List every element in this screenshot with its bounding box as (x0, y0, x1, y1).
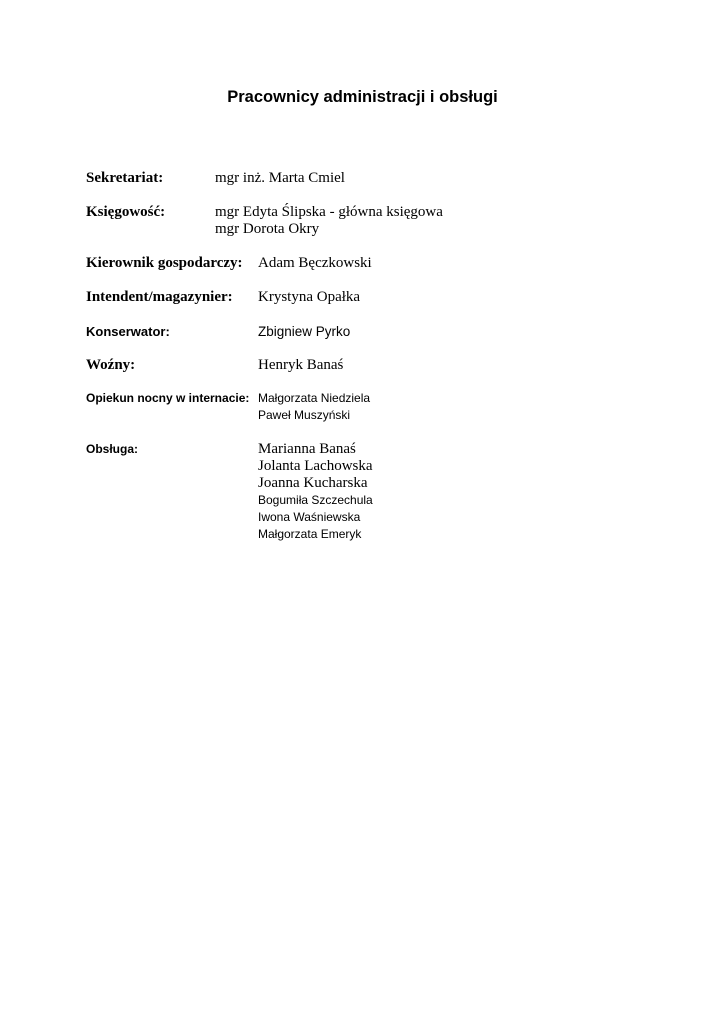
section-label: Intendent/magazynier: (86, 289, 233, 305)
person-name: Małgorzata Emeryk (258, 527, 362, 541)
section-label: Opiekun nocny w internacie: (86, 391, 250, 405)
person-name: Marianna Banaś (258, 441, 356, 457)
section-values (258, 357, 343, 374)
person-name: mgr inż. Marta Cmiel (215, 170, 345, 186)
person-name: Iwona Waśniewska (258, 510, 361, 524)
person-name: mgr Edyta Ślipska - główna księgowa (215, 204, 443, 220)
person-name: Jolanta Lachowska (258, 458, 373, 474)
person-name: Paweł Muszyński (258, 408, 351, 422)
section-values (258, 323, 350, 340)
page-title: Pracownicy administracji i obsługi (227, 88, 498, 106)
section-values (258, 255, 372, 272)
person-name: mgr Dorota Okry (215, 221, 320, 237)
section-values (258, 441, 373, 543)
person-name: Małgorzata Niedziela (258, 391, 371, 405)
section-values (258, 289, 360, 306)
section-label: Obsługa: (86, 442, 139, 456)
section-label: Woźny: (86, 357, 136, 373)
section-values (215, 204, 443, 238)
person-name: Henryk Banaś (258, 357, 344, 373)
section-label: Konserwator: (86, 324, 170, 339)
section-label: Kierownik gospodarczy: (86, 255, 243, 271)
section-values (258, 390, 370, 424)
section-label: Sekretariat: (86, 170, 164, 186)
person-name: Bogumiła Szczechula (258, 493, 373, 507)
section-values (215, 170, 345, 187)
person-name: Joanna Kucharska (258, 475, 368, 491)
person-name: Zbigniew Pyrko (258, 324, 351, 339)
person-name: Adam Bęczkowski (258, 255, 372, 271)
section-label: Księgowość: (86, 204, 166, 220)
person-name: Krystyna Opałka (258, 289, 361, 305)
